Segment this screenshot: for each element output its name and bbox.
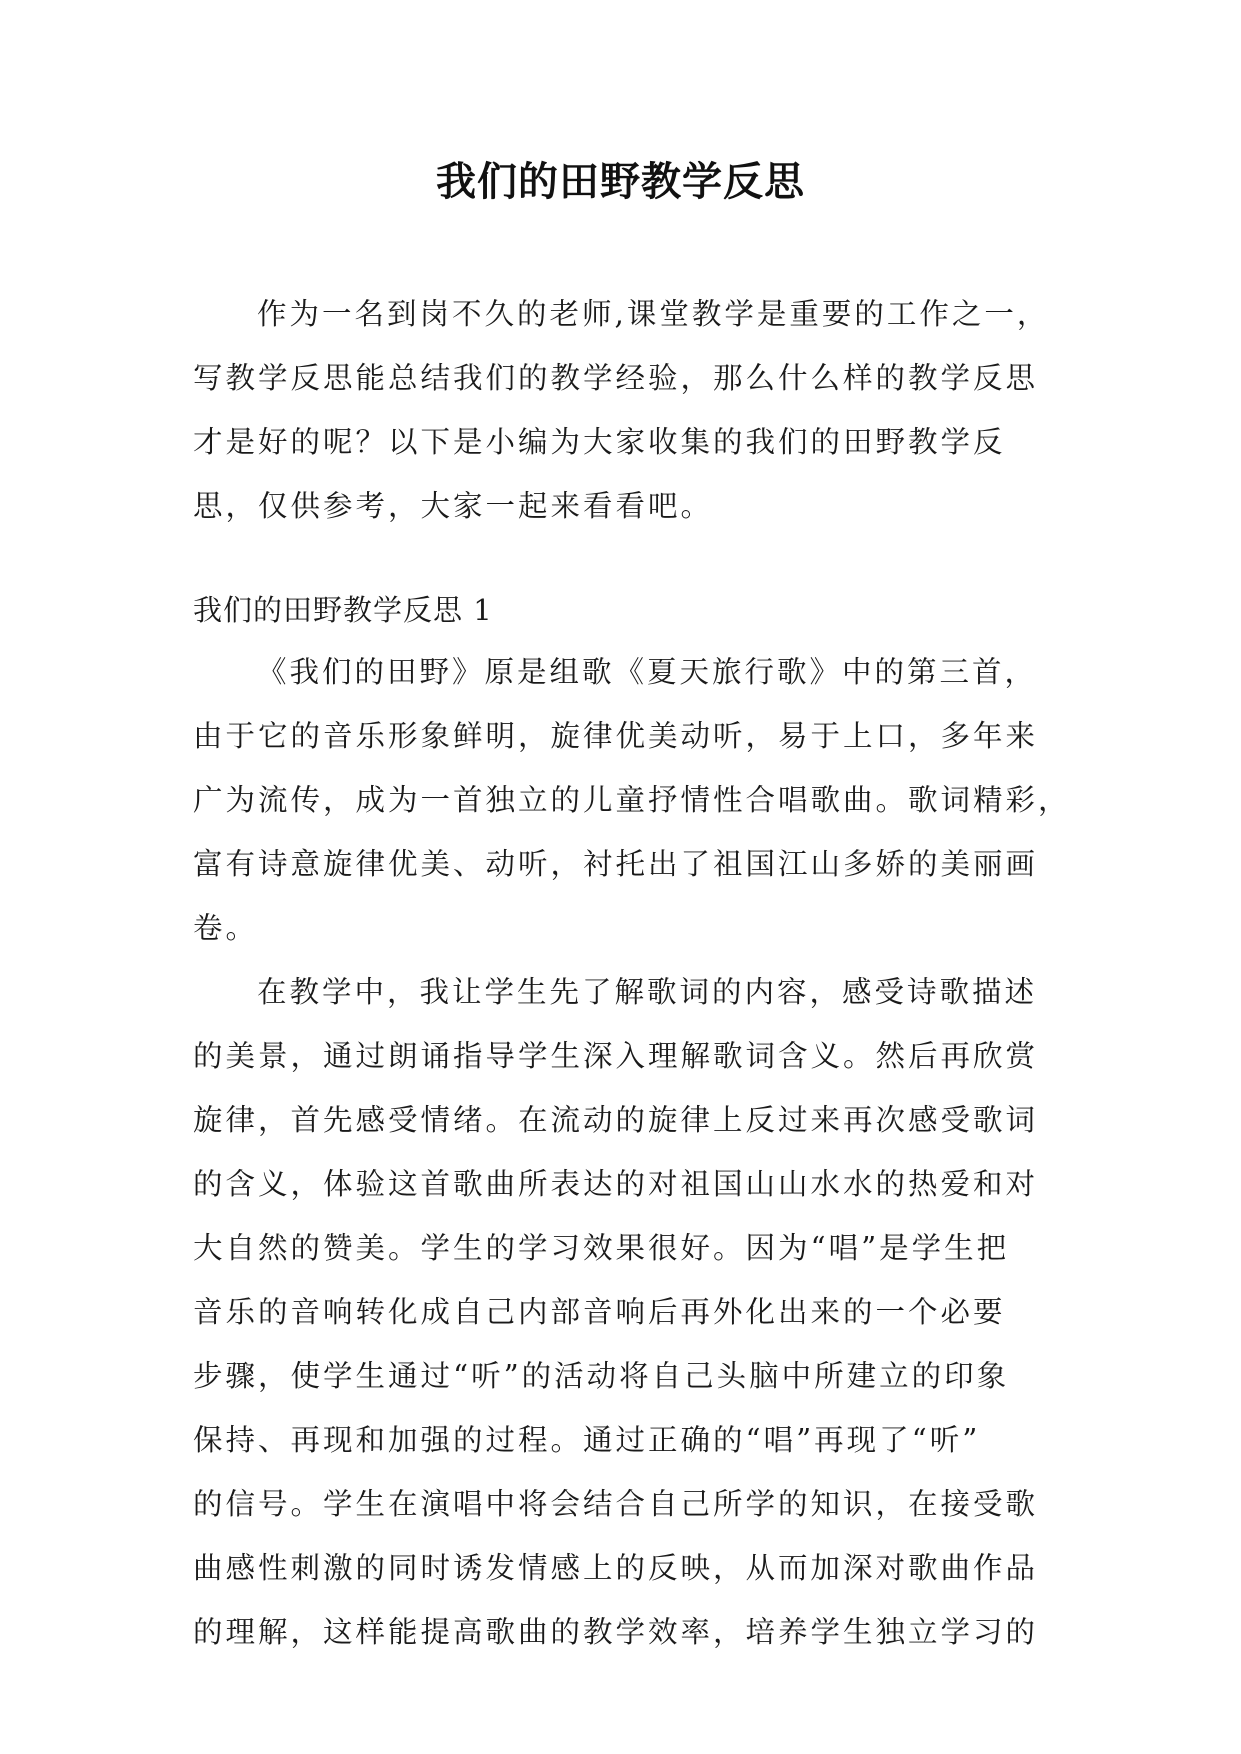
text-line: 的信号。学生在演唱中将会结合自己所学的知识，在接受歌 [193, 1487, 1039, 1521]
text-line: 的含义，体验这首歌曲所表达的对祖国山山水水的热爱和对 [193, 1167, 1039, 1201]
text-line: 的理解，这样能提高歌曲的教学效率，培养学生独立学习的 [193, 1615, 1039, 1649]
text-line: 富有诗意旋律优美、动听，衬托出了祖国江山多娇的美丽画 [193, 847, 1039, 881]
text-line: 才是好的呢？以下是小编为大家收集的我们的田野教学反 [193, 425, 1006, 459]
body-paragraph-1 [193, 640, 1071, 960]
text-line: 作为一名到岗不久的老师,课堂教学是重要的工作之一， [257, 297, 1050, 331]
text-line: 音乐的音响转化成自己内部音响后再外化出来的一个必要 [193, 1295, 1006, 1329]
section-heading: 我们的田野教学反思 1 [193, 593, 493, 627]
text-line: 在教学中，我让学生先了解歌词的内容，感受诗歌描述 [257, 975, 1038, 1009]
text-line: 旋律，首先感受情绪。在流动的旋律上反过来再次感受歌词 [193, 1103, 1039, 1137]
text-line: 《我们的田野》原是组歌《夏天旅行歌》中的第三首， [257, 655, 1038, 689]
intro-paragraph [193, 282, 1049, 538]
text-line: 曲感性刺激的同时诱发情感上的反映，从而加深对歌曲作品 [193, 1551, 1039, 1585]
text-line: 步骤，使学生通过“听”的活动将自己头脑中所建立的印象 [193, 1359, 1010, 1393]
text-line: 由于它的音乐形象鲜明，旋律优美动听，易于上口，多年来 [193, 719, 1039, 753]
document-title: 我们的田野教学反思 [436, 158, 805, 205]
text-line: 保持、再现和加强的过程。通过正确的“唱”再现了“听” [193, 1423, 981, 1457]
body-paragraph-2 [193, 960, 1049, 1664]
text-line: 思，仅供参考，大家一起来看看吧。 [193, 489, 714, 523]
text-line: 写教学反思能总结我们的教学经验，那么什么样的教学反思 [193, 361, 1039, 395]
text-line: 广为流传，成为一首独立的儿童抒情性合唱歌曲。歌词精彩， [193, 783, 1071, 817]
text-line: 大自然的赞美。学生的学习效果很好。因为“唱”是学生把 [193, 1231, 1010, 1265]
text-line: 的美景，通过朗诵指导学生深入理解歌词含义。然后再欣赏 [193, 1039, 1039, 1073]
text-line: 卷。 [193, 911, 259, 945]
